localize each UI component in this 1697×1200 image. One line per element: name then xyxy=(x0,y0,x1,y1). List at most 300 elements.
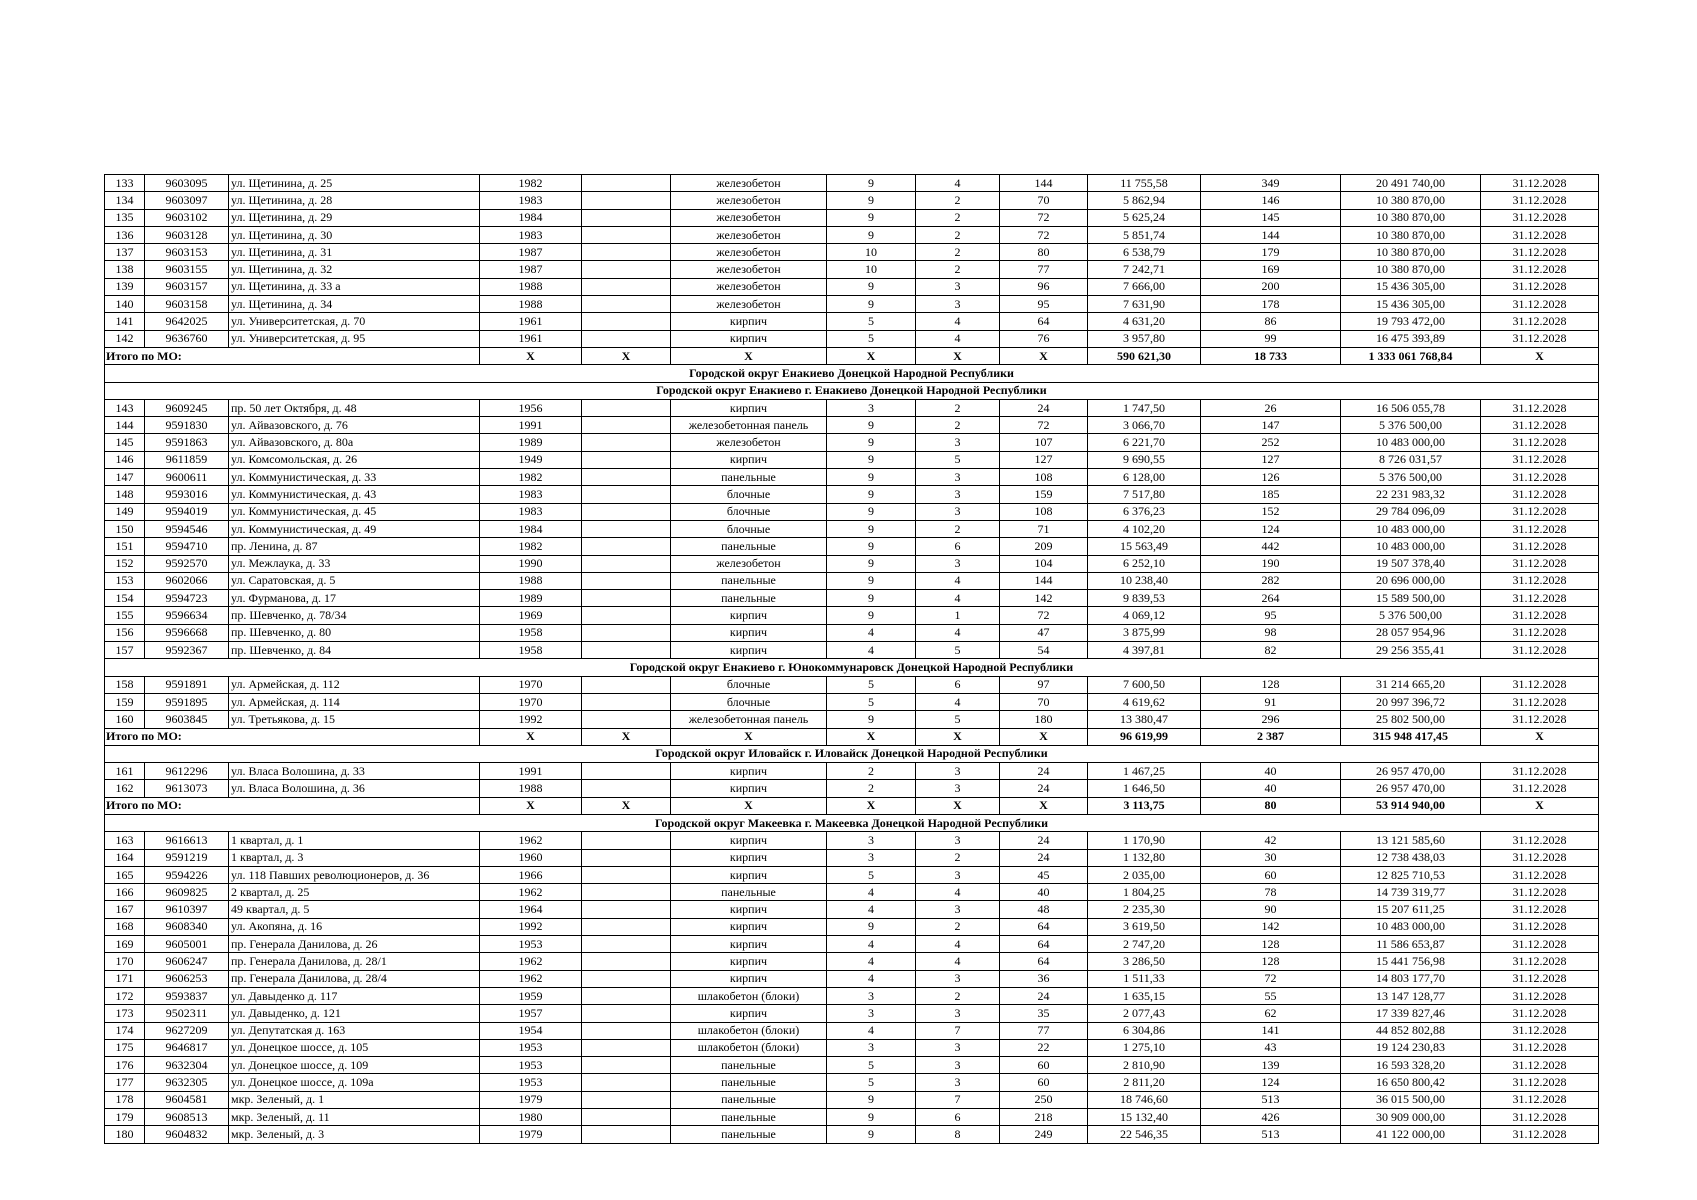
floors-cell: 4 xyxy=(827,936,916,953)
row-number-cell: 166 xyxy=(105,884,145,901)
residents-cell: 152 xyxy=(1201,503,1341,520)
row-number-cell: 155 xyxy=(105,607,145,624)
house-id-cell: 9502311 xyxy=(145,1005,229,1022)
floors-cell: 9 xyxy=(827,1091,916,1108)
house-id-cell: 9611859 xyxy=(145,451,229,468)
entrances-cell: 3 xyxy=(916,1039,1000,1056)
floors-cell: 5 xyxy=(827,1057,916,1074)
table-row xyxy=(105,884,1599,901)
table-row xyxy=(105,590,1599,607)
house-id-cell: 9591863 xyxy=(145,434,229,451)
table-row xyxy=(105,1039,1599,1056)
floors-cell: 4 xyxy=(827,884,916,901)
empty-cell xyxy=(582,901,671,918)
table-row xyxy=(105,330,1599,347)
table-row xyxy=(105,849,1599,866)
house-id-cell: 9593837 xyxy=(145,987,229,1004)
deadline-cell: 31.12.2028 xyxy=(1481,486,1599,503)
cost-cell: 19 793 472,00 xyxy=(1341,313,1481,330)
total-entrances-cell: X xyxy=(916,797,1000,814)
area-cell: 6 128,00 xyxy=(1088,469,1201,486)
house-id-cell: 9609825 xyxy=(145,884,229,901)
flats-cell: 72 xyxy=(1000,226,1088,243)
residents-cell: 62 xyxy=(1201,1005,1341,1022)
total-empty-cell: X xyxy=(582,797,671,814)
address-cell: 49 квартал, д. 5 xyxy=(229,901,480,918)
residents-cell: 72 xyxy=(1201,970,1341,987)
residents-cell: 86 xyxy=(1201,313,1341,330)
deadline-cell: 31.12.2028 xyxy=(1481,1039,1599,1056)
table-row xyxy=(105,901,1599,918)
cost-cell: 10 380 870,00 xyxy=(1341,226,1481,243)
year-cell: 1982 xyxy=(480,175,582,192)
floors-cell: 9 xyxy=(827,486,916,503)
total-row xyxy=(105,797,1599,814)
row-number-cell: 177 xyxy=(105,1074,145,1091)
address-cell: ул. Власа Волошина, д. 36 xyxy=(229,780,480,797)
wall-material-cell: блочные xyxy=(671,486,827,503)
section-title: Городской округ Енакиево г. Енакиево Донецкой Народной Республики xyxy=(105,382,1599,399)
address-cell: ул. Третьякова, д. 15 xyxy=(229,711,480,728)
deadline-cell: 31.12.2028 xyxy=(1481,399,1599,416)
cost-cell: 28 057 954,96 xyxy=(1341,624,1481,641)
wall-material-cell: кирпич xyxy=(671,763,827,780)
floors-cell: 9 xyxy=(827,572,916,589)
deadline-cell: 31.12.2028 xyxy=(1481,209,1599,226)
empty-cell xyxy=(582,296,671,313)
section-title: Городской округ Енакиево Донецкой Народной Республики xyxy=(105,365,1599,382)
address-cell: ул. Щетинина, д. 31 xyxy=(229,244,480,261)
floors-cell: 3 xyxy=(827,849,916,866)
row-number-cell: 153 xyxy=(105,572,145,589)
entrances-cell: 6 xyxy=(916,1109,1000,1126)
flats-cell: 77 xyxy=(1000,261,1088,278)
residents-cell: 30 xyxy=(1201,849,1341,866)
house-id-cell: 9591219 xyxy=(145,849,229,866)
area-cell: 9 839,53 xyxy=(1088,590,1201,607)
address-cell: ул. Айвазовского, д. 76 xyxy=(229,417,480,434)
deadline-cell: 31.12.2028 xyxy=(1481,192,1599,209)
wall-material-cell: кирпич xyxy=(671,399,827,416)
total-year-cell: X xyxy=(480,347,582,364)
table-row xyxy=(105,763,1599,780)
table-row xyxy=(105,209,1599,226)
house-id-cell: 9594226 xyxy=(145,866,229,883)
year-cell: 1988 xyxy=(480,296,582,313)
empty-cell xyxy=(582,226,671,243)
residents-cell: 124 xyxy=(1201,520,1341,537)
empty-cell xyxy=(582,244,671,261)
year-cell: 1988 xyxy=(480,278,582,295)
flats-cell: 249 xyxy=(1000,1126,1088,1143)
wall-material-cell: железобетонная панель xyxy=(671,711,827,728)
flats-cell: 144 xyxy=(1000,175,1088,192)
year-cell: 1982 xyxy=(480,469,582,486)
cost-cell: 5 376 500,00 xyxy=(1341,607,1481,624)
year-cell: 1960 xyxy=(480,849,582,866)
row-number-cell: 154 xyxy=(105,590,145,607)
table-row xyxy=(105,624,1599,641)
year-cell: 1970 xyxy=(480,693,582,710)
section-header-row xyxy=(105,659,1599,676)
flats-cell: 47 xyxy=(1000,624,1088,641)
year-cell: 1979 xyxy=(480,1091,582,1108)
entrances-cell: 2 xyxy=(916,520,1000,537)
house-id-cell: 9603095 xyxy=(145,175,229,192)
year-cell: 1983 xyxy=(480,486,582,503)
year-cell: 1990 xyxy=(480,555,582,572)
table-row xyxy=(105,538,1599,555)
table-row xyxy=(105,1057,1599,1074)
address-cell: ул. Армейская, д. 112 xyxy=(229,676,480,693)
year-cell: 1989 xyxy=(480,590,582,607)
deadline-cell: 31.12.2028 xyxy=(1481,451,1599,468)
wall-material-cell: железобетон xyxy=(671,226,827,243)
wall-material-cell: шлакобетон (блоки) xyxy=(671,1039,827,1056)
row-number-cell: 163 xyxy=(105,832,145,849)
wall-material-cell: кирпич xyxy=(671,832,827,849)
deadline-cell: 31.12.2028 xyxy=(1481,884,1599,901)
row-number-cell: 179 xyxy=(105,1109,145,1126)
address-cell: ул. Щетинина, д. 32 xyxy=(229,261,480,278)
deadline-cell: 31.12.2028 xyxy=(1481,434,1599,451)
residents-cell: 40 xyxy=(1201,763,1341,780)
floors-cell: 9 xyxy=(827,226,916,243)
address-cell: ул. Университетская, д. 70 xyxy=(229,313,480,330)
house-id-cell: 9608340 xyxy=(145,918,229,935)
house-id-cell: 9593016 xyxy=(145,486,229,503)
house-id-cell: 9594723 xyxy=(145,590,229,607)
house-id-cell: 9632304 xyxy=(145,1057,229,1074)
cost-cell: 10 483 000,00 xyxy=(1341,918,1481,935)
table-row xyxy=(105,866,1599,883)
row-number-cell: 160 xyxy=(105,711,145,728)
floors-cell: 3 xyxy=(827,832,916,849)
floors-cell: 9 xyxy=(827,918,916,935)
year-cell: 1964 xyxy=(480,901,582,918)
entrances-cell: 3 xyxy=(916,832,1000,849)
year-cell: 1949 xyxy=(480,451,582,468)
deadline-cell: 31.12.2028 xyxy=(1481,1091,1599,1108)
area-cell: 3 957,80 xyxy=(1088,330,1201,347)
cost-cell: 12 738 438,03 xyxy=(1341,849,1481,866)
residents-cell: 296 xyxy=(1201,711,1341,728)
row-number-cell: 134 xyxy=(105,192,145,209)
flats-cell: 180 xyxy=(1000,711,1088,728)
entrances-cell: 3 xyxy=(916,486,1000,503)
total-wall-material-cell: X xyxy=(671,347,827,364)
wall-material-cell: панельные xyxy=(671,469,827,486)
year-cell: 1982 xyxy=(480,538,582,555)
area-cell: 5 851,74 xyxy=(1088,226,1201,243)
year-cell: 1988 xyxy=(480,780,582,797)
area-cell: 1 511,33 xyxy=(1088,970,1201,987)
floors-cell: 3 xyxy=(827,399,916,416)
flats-cell: 36 xyxy=(1000,970,1088,987)
address-cell: пр. 50 лет Октября, д. 48 xyxy=(229,399,480,416)
house-id-cell: 9603845 xyxy=(145,711,229,728)
year-cell: 1983 xyxy=(480,192,582,209)
deadline-cell: 31.12.2028 xyxy=(1481,624,1599,641)
cost-cell: 5 376 500,00 xyxy=(1341,469,1481,486)
area-cell: 4 069,12 xyxy=(1088,607,1201,624)
row-number-cell: 176 xyxy=(105,1057,145,1074)
address-cell: ул. Донецкое шоссе, д. 109 xyxy=(229,1057,480,1074)
year-cell: 1961 xyxy=(480,330,582,347)
floors-cell: 9 xyxy=(827,503,916,520)
cost-cell: 17 339 827,46 xyxy=(1341,1005,1481,1022)
wall-material-cell: блочные xyxy=(671,676,827,693)
house-id-cell: 9603128 xyxy=(145,226,229,243)
flats-cell: 142 xyxy=(1000,590,1088,607)
residents-cell: 55 xyxy=(1201,987,1341,1004)
address-cell: ул. Щетинина, д. 30 xyxy=(229,226,480,243)
table-row xyxy=(105,399,1599,416)
empty-cell xyxy=(582,1039,671,1056)
house-id-cell: 9605001 xyxy=(145,936,229,953)
table-row xyxy=(105,953,1599,970)
residents-cell: 142 xyxy=(1201,918,1341,935)
flats-cell: 218 xyxy=(1000,1109,1088,1126)
table-row xyxy=(105,832,1599,849)
address-cell: ул. Армейская, д. 114 xyxy=(229,693,480,710)
deadline-cell: 31.12.2028 xyxy=(1481,469,1599,486)
area-cell: 1 170,90 xyxy=(1088,832,1201,849)
total-residents-cell: 80 xyxy=(1201,797,1341,814)
address-cell: ул. Депутатская д. 163 xyxy=(229,1022,480,1039)
empty-cell xyxy=(582,953,671,970)
housing-table xyxy=(104,174,1599,1144)
entrances-cell: 2 xyxy=(916,849,1000,866)
cost-cell: 14 739 319,77 xyxy=(1341,884,1481,901)
wall-material-cell: кирпич xyxy=(671,901,827,918)
wall-material-cell: железобетон xyxy=(671,278,827,295)
row-number-cell: 149 xyxy=(105,503,145,520)
cost-cell: 29 784 096,09 xyxy=(1341,503,1481,520)
cost-cell: 11 586 653,87 xyxy=(1341,936,1481,953)
residents-cell: 128 xyxy=(1201,953,1341,970)
empty-cell xyxy=(582,987,671,1004)
house-id-cell: 9612296 xyxy=(145,763,229,780)
flats-cell: 108 xyxy=(1000,503,1088,520)
house-id-cell: 9603102 xyxy=(145,209,229,226)
area-cell: 2 035,00 xyxy=(1088,866,1201,883)
area-cell: 1 635,15 xyxy=(1088,987,1201,1004)
address-cell: пр. Шевченко, д. 80 xyxy=(229,624,480,641)
floors-cell: 9 xyxy=(827,209,916,226)
table-row xyxy=(105,278,1599,295)
residents-cell: 178 xyxy=(1201,296,1341,313)
year-cell: 1953 xyxy=(480,1039,582,1056)
entrances-cell: 4 xyxy=(916,693,1000,710)
cost-cell: 8 726 031,57 xyxy=(1341,451,1481,468)
table-row xyxy=(105,555,1599,572)
year-cell: 1962 xyxy=(480,884,582,901)
deadline-cell: 31.12.2028 xyxy=(1481,936,1599,953)
area-cell: 10 238,40 xyxy=(1088,572,1201,589)
total-flats-cell: X xyxy=(1000,728,1088,745)
total-cost-cell: 1 333 061 768,84 xyxy=(1341,347,1481,364)
wall-material-cell: панельные xyxy=(671,884,827,901)
area-cell: 4 631,20 xyxy=(1088,313,1201,330)
year-cell: 1991 xyxy=(480,417,582,434)
entrances-cell: 5 xyxy=(916,711,1000,728)
row-number-cell: 157 xyxy=(105,642,145,659)
cost-cell: 20 997 396,72 xyxy=(1341,693,1481,710)
residents-cell: 139 xyxy=(1201,1057,1341,1074)
wall-material-cell: кирпич xyxy=(671,451,827,468)
floors-cell: 5 xyxy=(827,330,916,347)
total-cost-cell: 315 948 417,45 xyxy=(1341,728,1481,745)
table-row xyxy=(105,693,1599,710)
total-row xyxy=(105,728,1599,745)
residents-cell: 190 xyxy=(1201,555,1341,572)
table-row xyxy=(105,1005,1599,1022)
address-cell: ул. Межлаука, д. 33 xyxy=(229,555,480,572)
floors-cell: 5 xyxy=(827,1074,916,1091)
house-id-cell: 9594546 xyxy=(145,520,229,537)
row-number-cell: 180 xyxy=(105,1126,145,1143)
flats-cell: 48 xyxy=(1000,901,1088,918)
table-row xyxy=(105,1109,1599,1126)
address-cell: 1 квартал, д. 3 xyxy=(229,849,480,866)
year-cell: 1991 xyxy=(480,763,582,780)
area-cell: 3 875,99 xyxy=(1088,624,1201,641)
floors-cell: 10 xyxy=(827,244,916,261)
row-number-cell: 142 xyxy=(105,330,145,347)
row-number-cell: 165 xyxy=(105,866,145,883)
address-cell: 1 квартал, д. 1 xyxy=(229,832,480,849)
empty-cell xyxy=(582,175,671,192)
address-cell: ул. Власа Волошина, д. 33 xyxy=(229,763,480,780)
deadline-cell: 31.12.2028 xyxy=(1481,278,1599,295)
entrances-cell: 2 xyxy=(916,399,1000,416)
floors-cell: 5 xyxy=(827,676,916,693)
entrances-cell: 4 xyxy=(916,884,1000,901)
area-cell: 9 690,55 xyxy=(1088,451,1201,468)
cost-cell: 12 825 710,53 xyxy=(1341,866,1481,883)
entrances-cell: 6 xyxy=(916,538,1000,555)
residents-cell: 145 xyxy=(1201,209,1341,226)
total-floors-cell: X xyxy=(827,797,916,814)
cost-cell: 15 441 756,98 xyxy=(1341,953,1481,970)
area-cell: 2 077,43 xyxy=(1088,1005,1201,1022)
entrances-cell: 2 xyxy=(916,987,1000,1004)
cost-cell: 15 436 305,00 xyxy=(1341,278,1481,295)
flats-cell: 24 xyxy=(1000,763,1088,780)
address-cell: ул. 118 Павших революционеров, д. 36 xyxy=(229,866,480,883)
address-cell: ул. Айвазовского, д. 80а xyxy=(229,434,480,451)
flats-cell: 250 xyxy=(1000,1091,1088,1108)
floors-cell: 9 xyxy=(827,278,916,295)
row-number-cell: 135 xyxy=(105,209,145,226)
year-cell: 1953 xyxy=(480,936,582,953)
table-row xyxy=(105,711,1599,728)
row-number-cell: 140 xyxy=(105,296,145,313)
floors-cell: 9 xyxy=(827,538,916,555)
entrances-cell: 3 xyxy=(916,1074,1000,1091)
total-year-cell: X xyxy=(480,797,582,814)
empty-cell xyxy=(582,330,671,347)
total-label: Итого по МО: xyxy=(105,347,480,364)
empty-cell xyxy=(582,503,671,520)
year-cell: 1953 xyxy=(480,1074,582,1091)
total-row xyxy=(105,347,1599,364)
entrances-cell: 3 xyxy=(916,469,1000,486)
residents-cell: 169 xyxy=(1201,261,1341,278)
year-cell: 1983 xyxy=(480,503,582,520)
deadline-cell: 31.12.2028 xyxy=(1481,572,1599,589)
row-number-cell: 172 xyxy=(105,987,145,1004)
cost-cell: 14 803 177,70 xyxy=(1341,970,1481,987)
cost-cell: 10 380 870,00 xyxy=(1341,244,1481,261)
flats-cell: 95 xyxy=(1000,296,1088,313)
table-row xyxy=(105,918,1599,935)
entrances-cell: 1 xyxy=(916,607,1000,624)
flats-cell: 60 xyxy=(1000,1057,1088,1074)
row-number-cell: 152 xyxy=(105,555,145,572)
empty-cell xyxy=(582,1109,671,1126)
area-cell: 4 102,20 xyxy=(1088,520,1201,537)
row-number-cell: 178 xyxy=(105,1091,145,1108)
deadline-cell: 31.12.2028 xyxy=(1481,987,1599,1004)
flats-cell: 70 xyxy=(1000,192,1088,209)
wall-material-cell: кирпич xyxy=(671,330,827,347)
row-number-cell: 162 xyxy=(105,780,145,797)
house-id-cell: 9594019 xyxy=(145,503,229,520)
address-cell: ул. Коммунистическая, д. 43 xyxy=(229,486,480,503)
address-cell: 2 квартал, д. 25 xyxy=(229,884,480,901)
table-row xyxy=(105,296,1599,313)
wall-material-cell: кирпич xyxy=(671,936,827,953)
table-row xyxy=(105,417,1599,434)
area-cell: 6 538,79 xyxy=(1088,244,1201,261)
flats-cell: 76 xyxy=(1000,330,1088,347)
floors-cell: 9 xyxy=(827,590,916,607)
address-cell: ул. Коммунистическая, д. 49 xyxy=(229,520,480,537)
empty-cell xyxy=(582,866,671,883)
wall-material-cell: панельные xyxy=(671,1057,827,1074)
residents-cell: 82 xyxy=(1201,642,1341,659)
deadline-cell: 31.12.2028 xyxy=(1481,590,1599,607)
floors-cell: 4 xyxy=(827,624,916,641)
deadline-cell: 31.12.2028 xyxy=(1481,330,1599,347)
address-cell: ул. Университетская, д. 95 xyxy=(229,330,480,347)
address-cell: ул. Коммунистическая, д. 33 xyxy=(229,469,480,486)
address-cell: ул. Щетинина, д. 34 xyxy=(229,296,480,313)
total-empty-cell: X xyxy=(582,347,671,364)
residents-cell: 264 xyxy=(1201,590,1341,607)
house-id-cell: 9613073 xyxy=(145,780,229,797)
cost-cell: 10 380 870,00 xyxy=(1341,261,1481,278)
address-cell: пр. Генерала Данилова, д. 28/4 xyxy=(229,970,480,987)
entrances-cell: 3 xyxy=(916,866,1000,883)
table-row xyxy=(105,1126,1599,1143)
table-row xyxy=(105,520,1599,537)
empty-cell xyxy=(582,936,671,953)
row-number-cell: 169 xyxy=(105,936,145,953)
deadline-cell: 31.12.2028 xyxy=(1481,1109,1599,1126)
flats-cell: 35 xyxy=(1000,1005,1088,1022)
wall-material-cell: шлакобетон (блоки) xyxy=(671,987,827,1004)
row-number-cell: 145 xyxy=(105,434,145,451)
wall-material-cell: панельные xyxy=(671,572,827,589)
floors-cell: 4 xyxy=(827,1022,916,1039)
residents-cell: 43 xyxy=(1201,1039,1341,1056)
empty-cell xyxy=(582,520,671,537)
deadline-cell: 31.12.2028 xyxy=(1481,676,1599,693)
wall-material-cell: блочные xyxy=(671,503,827,520)
